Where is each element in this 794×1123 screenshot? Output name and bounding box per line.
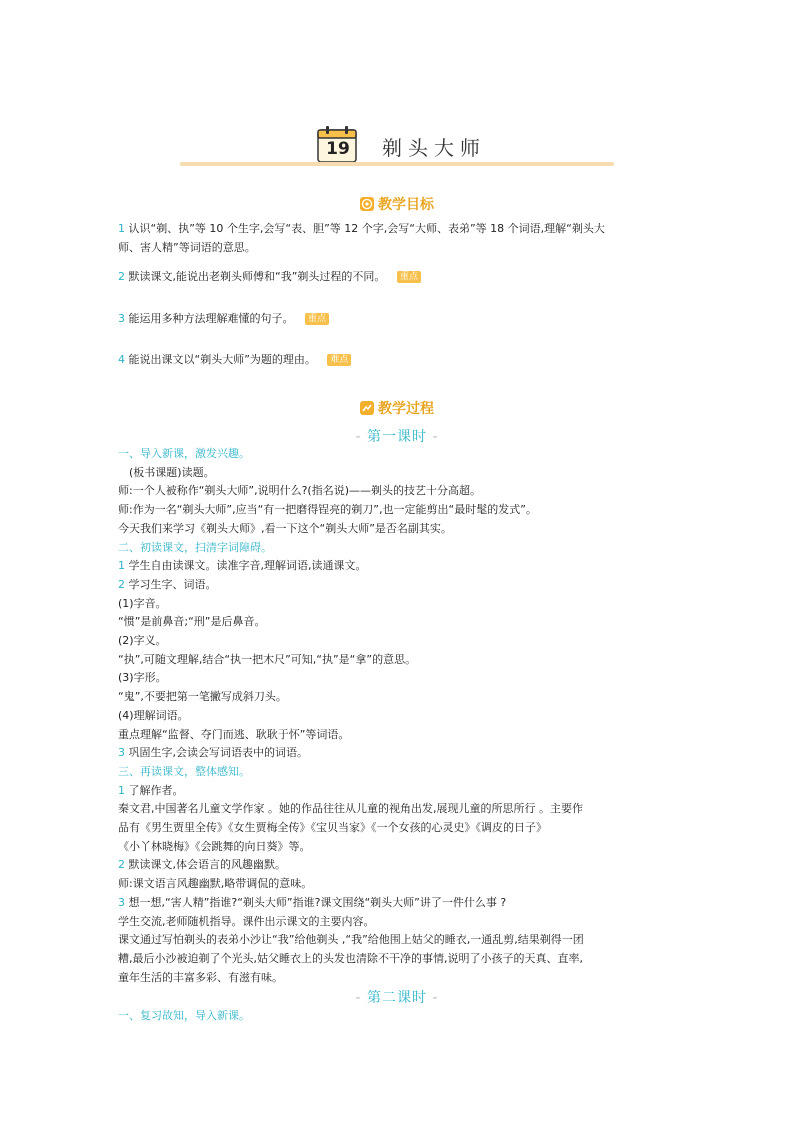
step-number: 2 (118, 858, 125, 872)
goal-number: 2 (118, 270, 125, 283)
goal-item-1-cont (118, 240, 678, 256)
step-text: 想一想,“害人精”指谁?“剃头大师”指谁?课文围绕“剃头大师”讲了一件什么事 ? (128, 895, 507, 909)
goals-heading-text: 教学目标 (378, 197, 434, 213)
body-text: 师:作为一名“剃头大师”,应当“有一把磨得锃亮的剃刀”,也一定能剪出“最时髦的发式”。 (118, 503, 537, 517)
body-text: 糟,最后小沙被迫剃了个光头,姑父睡衣上的头发也清除不干净的事情,说明了小孩子的天真、直率, (118, 951, 583, 965)
difficulty-badge: 难点 (327, 354, 351, 366)
goal-number: 1 (118, 222, 125, 235)
goal-item-2 (118, 269, 678, 285)
calendar-icon (316, 124, 360, 164)
body-text: 重点理解“监督、夺门而逃、耿耿于怀”等词语。 (118, 727, 350, 741)
body-text: “惯”是前鼻音;“刑”是后鼻音。 (118, 615, 266, 629)
step-number: 3 (118, 746, 125, 760)
chart-icon (360, 401, 374, 415)
body-text: (3)字形。 (118, 671, 167, 685)
goal-number: 4 (118, 353, 125, 366)
numbered-step (118, 745, 678, 761)
key-point-badge: 重点 (305, 313, 329, 325)
goal-item-4 (118, 352, 678, 368)
step-text: 学生自由读课文。读准字音,理解词语,读通课文。 (128, 559, 367, 573)
numbered-step (118, 857, 678, 873)
section-subheading: 三、再读课文，整体感知。 (118, 764, 250, 778)
body-text: 《小丫林晓梅》《会跳舞的向日葵》等。 (118, 839, 311, 853)
goal-text: 能说出课文以“剃头大师”为题的理由。 (128, 353, 316, 366)
lesson-number: 19 (326, 139, 350, 159)
goal-number: 3 (118, 312, 125, 325)
body-text: 童年生活的丰富多彩、有滋有味。 (118, 970, 283, 984)
body-text: “执”,可随文理解,结合“执一把木尺”可知,“执”是“拿”的意思。 (118, 652, 417, 666)
session-1-heading: - 第一课时 - (355, 429, 439, 445)
body-text: “鬼”,不要把第一笔撇写成斜刀头。 (118, 690, 287, 704)
goal-text: 师、害人精”等词语的意思。 (118, 241, 256, 254)
body-text: 师:一个人被称作“剃头大师”,说明什么?(指名说)——剃头的技艺十分高超。 (118, 484, 482, 498)
process-heading-text: 教学过程 (378, 401, 434, 417)
goal-text: 默读课文,能说出老剃头师傅和“我”剃头过程的不同。 (128, 270, 386, 283)
body-text: 今天我们来学习《剃头大师》,看一下这个“剃头大师”是否名副其实。 (118, 521, 452, 535)
body-text: 学生交流,老师随机指导。课件出示课文的主要内容。 (118, 914, 375, 928)
step-text: 学习生字、词语。 (128, 577, 217, 591)
process-heading (0, 398, 794, 418)
step-text: 默读课文,体会语言的风趣幽默。 (128, 858, 286, 872)
body-text: 秦文君,中国著名儿童文学作家 。她的作品往往从儿童的视角出发,展现儿童的所思所行 。主要作 (118, 802, 583, 816)
section-subheading: 一、导入新课，激发兴趣。 (118, 447, 250, 460)
section-subheading: 二、初读课文，扫清字词障碍。 (118, 540, 272, 554)
numbered-step (118, 895, 678, 911)
body-text: (2)字义。 (118, 634, 167, 647)
session-1-title: 第一课时 (367, 429, 427, 445)
session-2-heading: - 第二课时 - (355, 990, 439, 1006)
body-text: 课文通过写怕剃头的表弟小沙让“我”给他剃头 ,“我”给他围上姑父的睡衣,一通乱剪,结果剃得一团 (118, 933, 584, 947)
numbered-step (118, 558, 678, 574)
lesson-header (180, 120, 614, 172)
goals-heading (0, 194, 794, 214)
key-point-badge: 重点 (397, 271, 421, 283)
goal-item-3 (118, 311, 678, 327)
body-text: (4)理解词语。 (118, 708, 189, 722)
body-text: (板书课题)读题。 (118, 465, 215, 479)
step-text: 巩固生字,会读会写词语表中的词语。 (128, 746, 308, 760)
step-number: 1 (118, 783, 125, 797)
goal-text: 能运用多种方法理解难懂的句子。 (128, 312, 294, 325)
step-number: 3 (118, 895, 125, 909)
numbered-step (118, 783, 678, 799)
title-underline (180, 162, 614, 166)
step-number: 2 (118, 577, 125, 591)
goal-item-1 (118, 221, 678, 237)
page-title: 剃头大师 (382, 136, 486, 160)
step-text: 了解作者。 (128, 783, 184, 797)
goal-text: 认识“剃、执”等 10 个生字,会写“表、胆”等 12 个字,会写“大师、表弟”等 18 个词语,理解“剃头大 (128, 222, 605, 235)
body-text: 品有《男生贾里全传》《女生贾梅全传》《宝贝当家》《一个女孩的心灵史》《调皮的日子》 (118, 821, 547, 834)
session-2-subheading: 一、复习故知，导入新课。 (118, 1009, 250, 1022)
step-number: 1 (118, 559, 125, 573)
target-icon (360, 197, 374, 211)
body-text: (1)字音。 (118, 596, 167, 610)
body-text: 师:课文语言风趣幽默,略带调侃的意味。 (118, 877, 313, 891)
numbered-step (118, 577, 678, 593)
session-2-title: 第二课时 (367, 990, 427, 1006)
